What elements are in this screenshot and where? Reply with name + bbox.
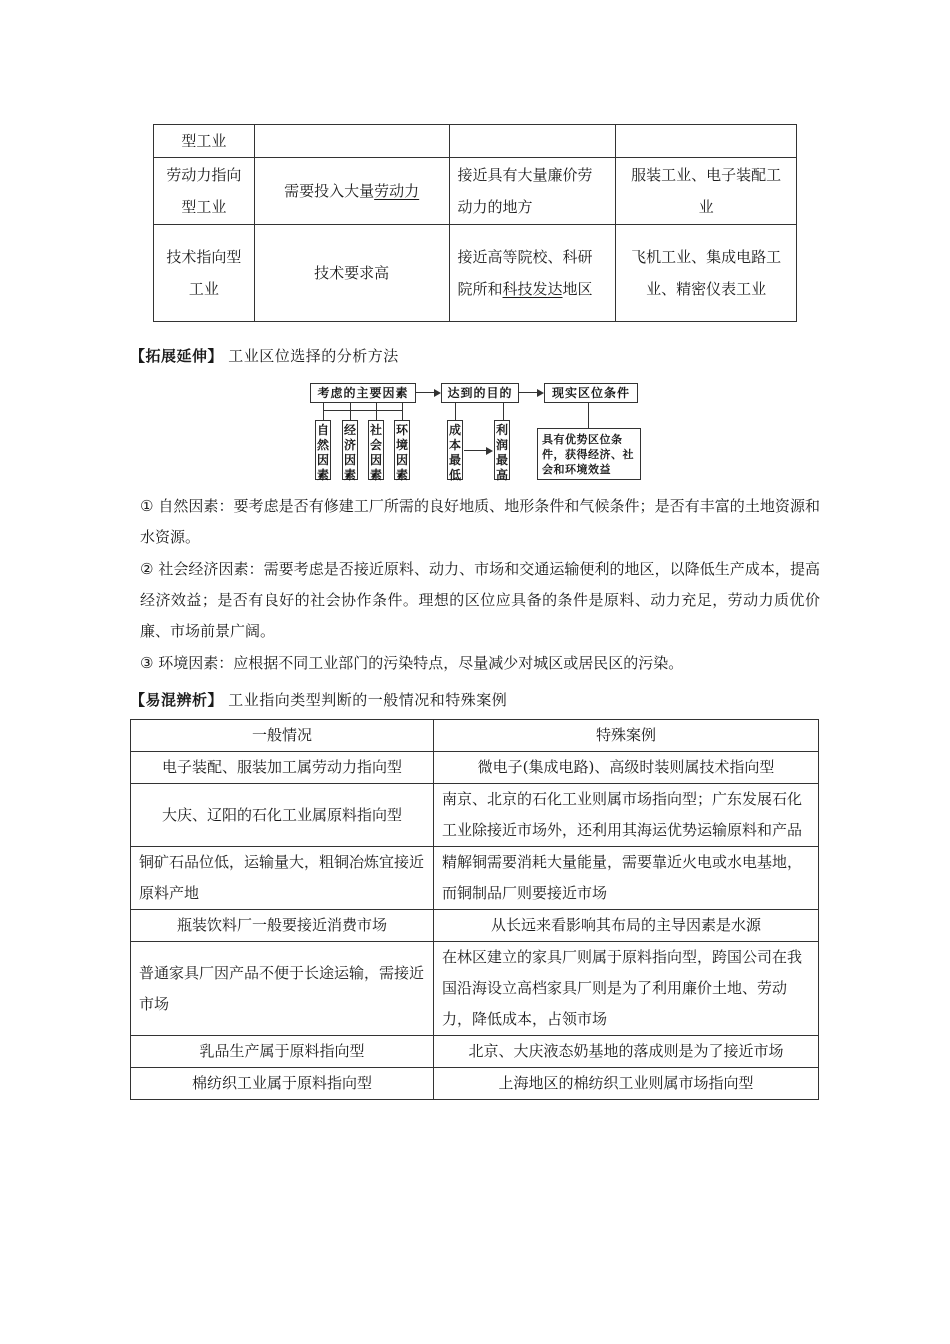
table-cell: 在林区建立的家具厂则属于原料指向型，跨国公司在我国沿海设立高档家具厂则是为了利用廉价土地、劳动力，降低成本，占领市场: [434, 942, 819, 1036]
result-box: 具有优势区位条件，获得经济、社会和环境效益: [537, 428, 641, 480]
table-cell: 从长远来看影响其布局的主导因素是水源: [434, 910, 819, 942]
connector-line: [503, 402, 504, 420]
table-cell: 北京、大庆液态奶基地的落成则是为了接近市场: [434, 1036, 819, 1068]
connector-line: [464, 450, 486, 451]
table-cell: 棉纺织工业属于原料指向型: [131, 1068, 434, 1100]
natural-factor-box: 自然因素: [315, 420, 331, 480]
table-cell: 瓶装饮料厂一般要接近消费市场: [131, 910, 434, 942]
connector-line: [350, 402, 351, 420]
environment-factor-box: 环境因素: [394, 420, 410, 480]
point-number: ②: [140, 560, 154, 578]
low-cost-box: 成本最低: [447, 420, 463, 480]
analysis-flow-diagram: [305, 380, 645, 482]
table-cell: 劳动力指向型工业: [154, 158, 255, 225]
table-cell: 服装工业、电子装配工业: [616, 158, 797, 225]
point-social-economic: [140, 554, 820, 647]
arrow-icon: [537, 389, 544, 397]
cell-text: 地区: [562, 280, 593, 298]
table-row: [131, 942, 819, 1036]
table-row: [131, 847, 819, 910]
point-number: ③: [140, 654, 154, 672]
table-cell: 接近具有大量廉价劳动力的地方: [449, 158, 616, 225]
connector-line: [376, 402, 377, 420]
table-row: [154, 158, 797, 225]
max-profit-box: 利润最高: [494, 420, 510, 480]
table-cell: 技术指向型工业: [154, 225, 255, 322]
connector-line: [415, 392, 435, 393]
column-header: 特殊案例: [434, 720, 819, 752]
cell-text: 需要投入大量: [284, 182, 375, 200]
table-row: [154, 125, 797, 158]
table-cell: [254, 158, 449, 225]
table-cell: [254, 125, 449, 158]
table-cell: 技术要求高: [254, 225, 449, 322]
conditions-box: 现实区位条件: [544, 383, 638, 403]
cell-text: 接近高等院校、科研院所和: [457, 248, 593, 298]
connector-line: [323, 402, 324, 420]
table-cell: 普通家具厂因产品不便于长途运输，需接近市场: [131, 942, 434, 1036]
point-text: 自然因素：要考虑是否有修建工厂所需的良好地质、地形条件和气候条件；是否有丰富的土地资源和水资源。: [140, 497, 820, 546]
industry-orientation-table: [153, 124, 797, 322]
point-natural: [140, 491, 820, 553]
table-cell: 电子装配、服装加工属劳动力指向型: [131, 752, 434, 784]
section-title: 工业指向类型判断的一般情况和特殊案例: [228, 691, 508, 709]
economic-factor-box: 经济因素: [342, 420, 358, 480]
point-text: 社会经济因素：需要考虑是否接近原料、动力、市场和交通运输便利的地区，以降低生产成本，提高经济效益；是否有良好的社会协作条件。理想的区位应具备的条件是原料、动力充足，劳动力质优价廉、市场前景广阔。: [140, 560, 820, 640]
connector-line: [402, 402, 403, 420]
point-text: 环境因素：应根据不同工业部门的污染特点，尽量减少对城区或居民区的污染。: [158, 654, 684, 672]
connector-line: [588, 402, 589, 428]
table-cell: 铜矿石品位低，运输量大，粗铜冶炼宜接近原料产地: [131, 847, 434, 910]
table-row: [131, 910, 819, 942]
table-cell: 微电子(集成电路)、高级时装则属技术指向型: [434, 752, 819, 784]
table-row: [131, 1068, 819, 1100]
underlined-text: 科技发达: [502, 280, 563, 298]
section-heading-expand: [130, 345, 399, 366]
cases-table: [130, 719, 819, 1100]
table-cell: 飞机工业、集成电路工业、精密仪表工业: [616, 225, 797, 322]
table-cell: 上海地区的棉纺织工业则属市场指向型: [434, 1068, 819, 1100]
section-title: 工业区位选择的分析方法: [228, 347, 399, 365]
table-cell: 型工业: [154, 125, 255, 158]
table-row: [131, 1036, 819, 1068]
section-heading-confuse: [130, 689, 507, 710]
goal-box: 达到的目的: [441, 383, 519, 403]
column-header: 一般情况: [131, 720, 434, 752]
social-factor-box: 社会因素: [368, 420, 384, 480]
table-row: [131, 752, 819, 784]
connector-line: [323, 410, 403, 411]
table-cell: [616, 125, 797, 158]
table-row: [154, 225, 797, 322]
table-cell: 南京、北京的石化工业则属市场指向型；广东发展石化工业除接近市场外，还利用其海运优势运输原料和产品: [434, 784, 819, 847]
table-cell: [449, 225, 616, 322]
connector-line: [455, 402, 456, 420]
factors-box: 考虑的主要因素: [310, 383, 416, 403]
table-cell: 精解铜需要消耗大量能量，需要靠近火电或水电基地，而铜制品厂则要接近市场: [434, 847, 819, 910]
point-number: ①: [140, 497, 154, 515]
table-cell: 大庆、辽阳的石化工业属原料指向型: [131, 784, 434, 847]
section-tag: 【易混辨析】: [130, 691, 224, 709]
section-tag: 【拓展延伸】: [130, 347, 224, 365]
connector-line: [518, 392, 538, 393]
point-environment: [140, 648, 820, 679]
arrow-icon: [486, 447, 493, 455]
table-row: [131, 784, 819, 847]
arrow-icon: [434, 389, 441, 397]
table-cell: [449, 125, 616, 158]
table-cell: 乳品生产属于原料指向型: [131, 1036, 434, 1068]
table-header-row: [131, 720, 819, 752]
underlined-text: 劳动力: [374, 182, 420, 200]
